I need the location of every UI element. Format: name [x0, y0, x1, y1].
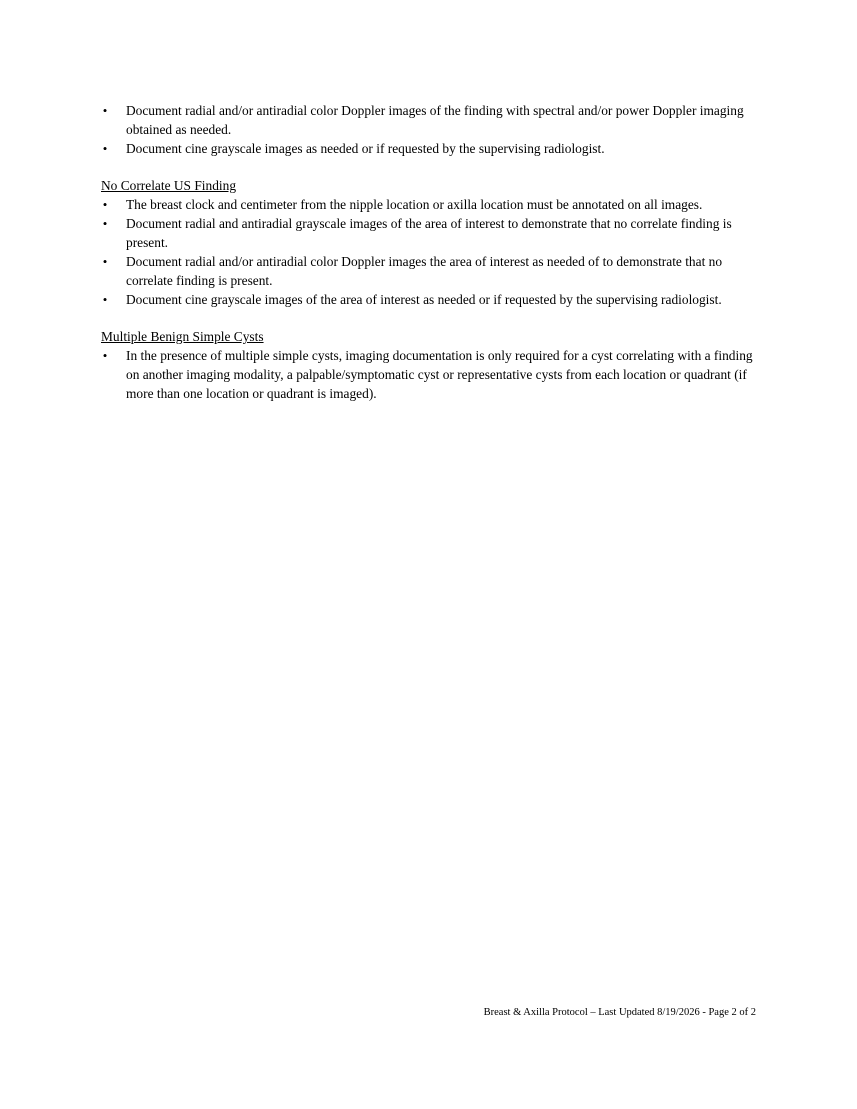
bullet-icon: • — [102, 103, 108, 118]
list-item — [101, 252, 761, 290]
page-body — [101, 101, 761, 403]
bullet-icon: • — [102, 348, 108, 363]
section-spacer — [101, 309, 761, 327]
bullet-icon: • — [102, 254, 108, 269]
section-heading-multiple-cysts: Multiple Benign Simple Cysts — [101, 329, 264, 344]
list-item-text: Document cine grayscale images as needed or if requested by the supervising radiologist. — [126, 141, 605, 156]
list-item — [101, 346, 761, 403]
multiple-cysts-bullet-list — [101, 346, 761, 403]
bullet-icon: • — [102, 197, 108, 212]
bullet-icon: • — [102, 141, 108, 156]
bullet-icon: • — [102, 292, 108, 307]
bullet-icon: • — [102, 216, 108, 231]
section-heading-no-correlate: No Correlate US Finding — [101, 178, 237, 193]
list-item-text: Document radial and antiradial grayscale images of the area of interest to demonstrate that no correlate finding is present. — [126, 216, 732, 250]
list-item — [101, 139, 761, 158]
page-footer: Breast & Axilla Protocol – Last Updated 8/19/2026 - Page 2 of 2 — [483, 1007, 756, 1018]
no-correlate-bullet-list — [101, 195, 761, 309]
section-spacer — [101, 158, 761, 176]
list-item-text: In the presence of multiple simple cysts, imaging documentation is only required for a cyst correlating with a finding on another imaging modality, a palpable/symptomatic cyst or representative cysts from each location or quadrant (if more than one location or quadrant is imaged). — [126, 348, 753, 401]
list-item — [101, 195, 761, 214]
list-item-text: Document radial and/or antiradial color Doppler images the area of interest as needed of to demonstrate that no correlate finding is present. — [126, 254, 723, 288]
list-item-text: Document cine grayscale images of the area of interest as needed or if requested by the supervising radiologist. — [126, 292, 722, 307]
list-item — [101, 101, 761, 139]
list-item — [101, 290, 761, 309]
list-item-text: The breast clock and centimeter from the nipple location or axilla location must be annotated on all images. — [126, 197, 703, 212]
continued-bullet-list — [101, 101, 761, 158]
list-item-text: Document radial and/or antiradial color Doppler images of the finding with spectral and/or power Doppler imaging obtained as needed. — [126, 103, 744, 137]
list-item — [101, 214, 761, 252]
